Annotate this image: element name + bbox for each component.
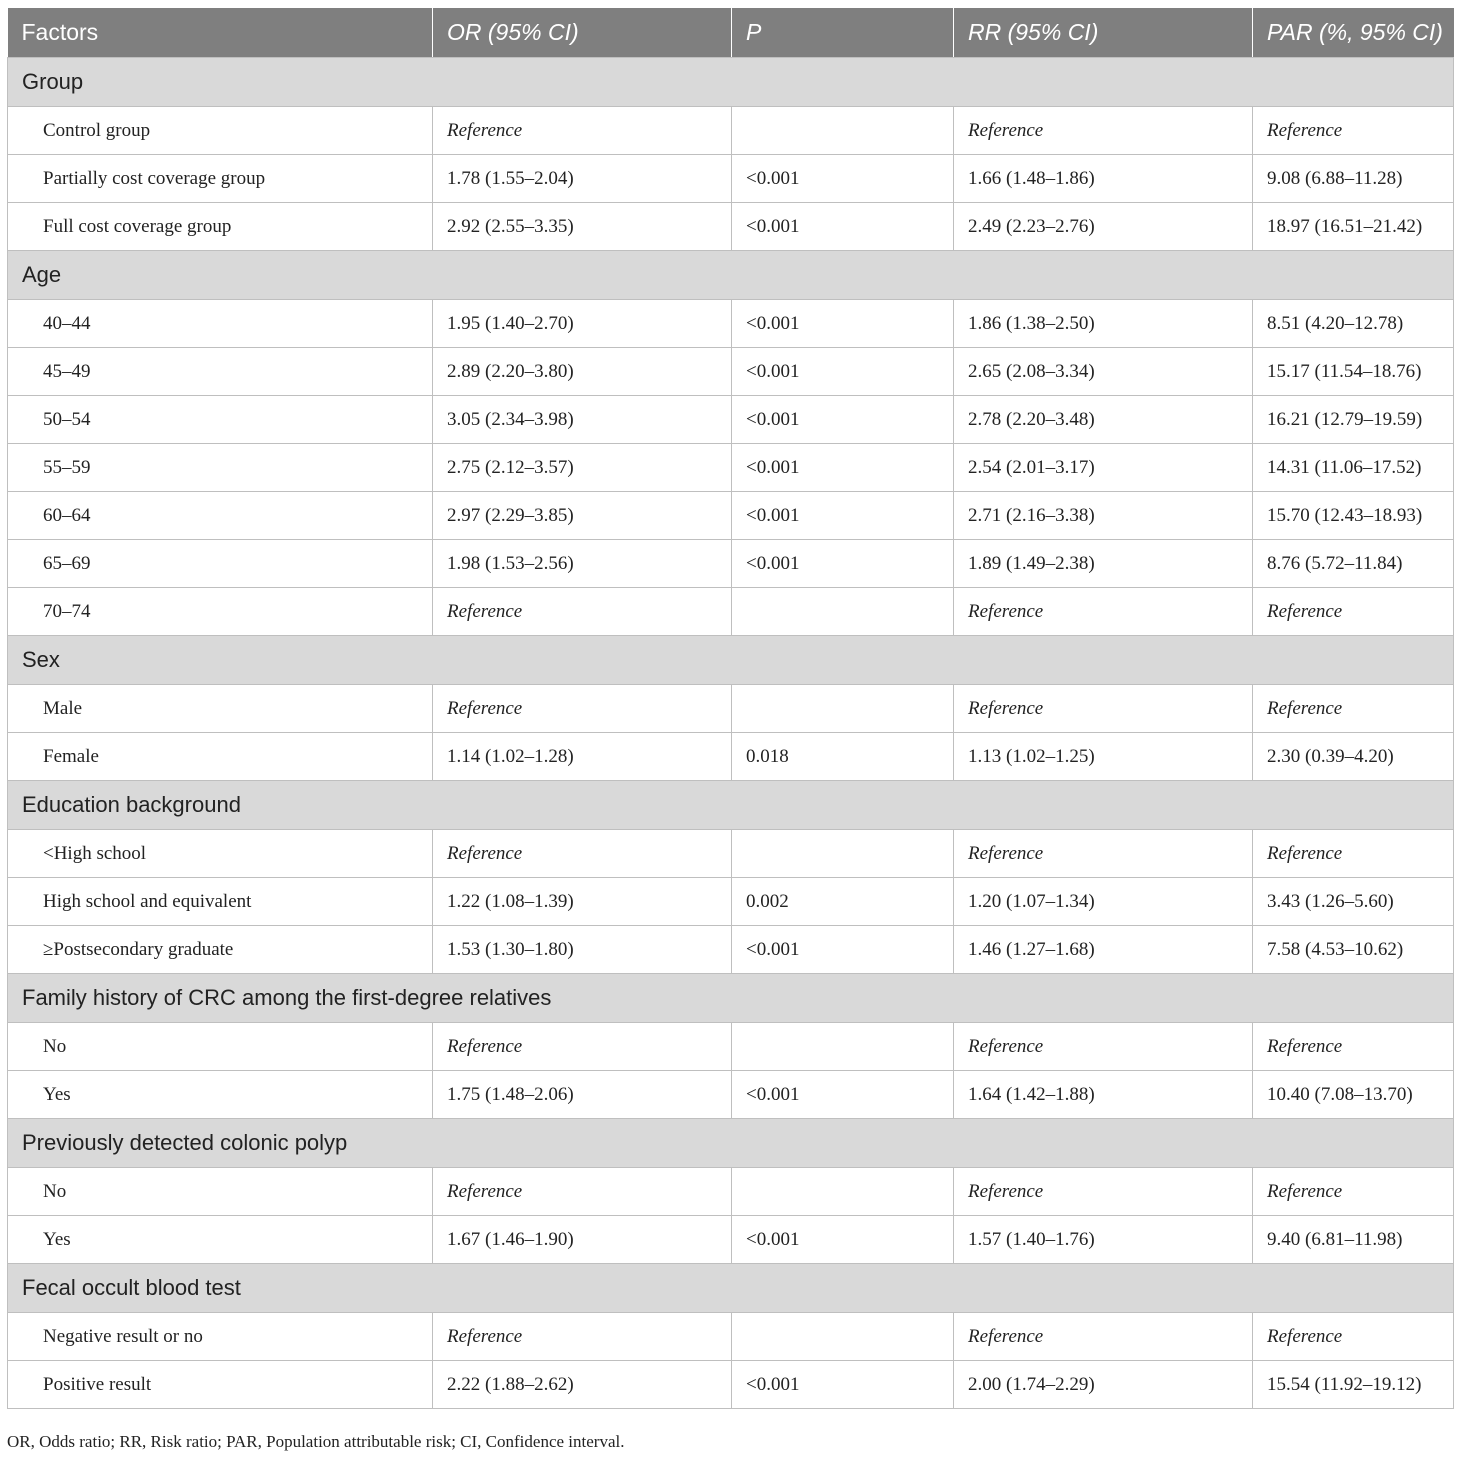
row-p [732, 1168, 954, 1216]
table-row [8, 348, 1454, 396]
row-or: Reference [433, 107, 732, 155]
row-p [732, 107, 954, 155]
row-par: 9.08 (6.88–11.28) [1253, 155, 1454, 203]
row-or: 1.14 (1.02–1.28) [433, 733, 732, 781]
row-factor: 45–49 [8, 348, 433, 396]
row-rr: 1.13 (1.02–1.25) [954, 733, 1253, 781]
section-header-row [8, 1119, 1454, 1168]
row-factor: Yes [8, 1216, 433, 1264]
section-title: Previously detected colonic polyp [8, 1119, 1454, 1168]
row-or: Reference [433, 588, 732, 636]
row-par: 2.30 (0.39–4.20) [1253, 733, 1454, 781]
row-p: <0.001 [732, 1216, 954, 1264]
row-or: 1.78 (1.55–2.04) [433, 155, 732, 203]
row-p: <0.001 [732, 1071, 954, 1119]
row-factor: No [8, 1023, 433, 1071]
header-par: PAR (%, 95% CI) [1253, 8, 1454, 58]
row-p: <0.001 [732, 926, 954, 974]
row-par: 8.76 (5.72–11.84) [1253, 540, 1454, 588]
row-factor: 40–44 [8, 300, 433, 348]
row-rr: 1.46 (1.27–1.68) [954, 926, 1253, 974]
row-p: <0.001 [732, 444, 954, 492]
row-or: 1.67 (1.46–1.90) [433, 1216, 732, 1264]
table-row [8, 396, 1454, 444]
row-p [732, 685, 954, 733]
results-table [7, 8, 1454, 1409]
row-p: <0.001 [732, 300, 954, 348]
row-rr: Reference [954, 1023, 1253, 1071]
row-par: 15.17 (11.54–18.76) [1253, 348, 1454, 396]
row-p: <0.001 [732, 1361, 954, 1409]
row-or: 1.98 (1.53–2.56) [433, 540, 732, 588]
row-rr: 1.64 (1.42–1.88) [954, 1071, 1253, 1119]
row-par: 15.70 (12.43–18.93) [1253, 492, 1454, 540]
table-body [8, 58, 1454, 1409]
table-row [8, 733, 1454, 781]
row-factor: Male [8, 685, 433, 733]
row-p: <0.001 [732, 203, 954, 251]
table-row [8, 830, 1454, 878]
row-or: Reference [433, 830, 732, 878]
table-row [8, 1361, 1454, 1409]
row-or: Reference [433, 1168, 732, 1216]
row-par: Reference [1253, 107, 1454, 155]
section-header-row [8, 974, 1454, 1023]
table-row [8, 1071, 1454, 1119]
row-par: Reference [1253, 588, 1454, 636]
header-factors: Factors [8, 8, 433, 58]
row-p: <0.001 [732, 396, 954, 444]
row-rr: Reference [954, 1168, 1253, 1216]
row-par: 9.40 (6.81–11.98) [1253, 1216, 1454, 1264]
section-title: Age [8, 251, 1454, 300]
row-p: <0.001 [732, 348, 954, 396]
row-factor: ≥Postsecondary graduate [8, 926, 433, 974]
table-row [8, 300, 1454, 348]
row-or: 1.22 (1.08–1.39) [433, 878, 732, 926]
footnote: OR, Odds ratio; RR, Risk ratio; PAR, Population attributable risk; CI, Confidence interval. [7, 1432, 625, 1451]
table-row [8, 1168, 1454, 1216]
row-factor: Female [8, 733, 433, 781]
row-rr: 2.71 (2.16–3.38) [954, 492, 1253, 540]
row-par: 14.31 (11.06–17.52) [1253, 444, 1454, 492]
table-row [8, 878, 1454, 926]
row-or: 1.53 (1.30–1.80) [433, 926, 732, 974]
row-p: <0.001 [732, 492, 954, 540]
row-factor: High school and equivalent [8, 878, 433, 926]
table-row [8, 492, 1454, 540]
row-rr: Reference [954, 685, 1253, 733]
row-par: Reference [1253, 685, 1454, 733]
row-p: <0.001 [732, 155, 954, 203]
row-or: 1.95 (1.40–2.70) [433, 300, 732, 348]
table-row [8, 540, 1454, 588]
row-rr: Reference [954, 107, 1253, 155]
section-header-row [8, 636, 1454, 685]
row-or: Reference [433, 1023, 732, 1071]
header-rr: RR (95% CI) [954, 8, 1253, 58]
row-p: <0.001 [732, 540, 954, 588]
header-or: OR (95% CI) [433, 8, 732, 58]
row-par: Reference [1253, 830, 1454, 878]
row-or: 3.05 (2.34–3.98) [433, 396, 732, 444]
row-p [732, 588, 954, 636]
row-factor: 65–69 [8, 540, 433, 588]
row-factor: Yes [8, 1071, 433, 1119]
row-rr: Reference [954, 830, 1253, 878]
row-rr: 1.89 (1.49–2.38) [954, 540, 1253, 588]
row-or: Reference [433, 685, 732, 733]
row-factor: No [8, 1168, 433, 1216]
row-par: Reference [1253, 1168, 1454, 1216]
table-row [8, 444, 1454, 492]
section-header-row [8, 58, 1454, 107]
section-header-row [8, 251, 1454, 300]
row-rr: Reference [954, 1313, 1253, 1361]
row-rr: 2.78 (2.20–3.48) [954, 396, 1253, 444]
row-factor: Negative result or no [8, 1313, 433, 1361]
row-p: 0.002 [732, 878, 954, 926]
row-or: 2.92 (2.55–3.35) [433, 203, 732, 251]
row-factor: <High school [8, 830, 433, 878]
row-rr: 2.00 (1.74–2.29) [954, 1361, 1253, 1409]
row-or: 2.97 (2.29–3.85) [433, 492, 732, 540]
row-par: Reference [1253, 1023, 1454, 1071]
table-row [8, 588, 1454, 636]
table-row [8, 1313, 1454, 1361]
section-title: Sex [8, 636, 1454, 685]
table-row [8, 926, 1454, 974]
row-rr: 1.57 (1.40–1.76) [954, 1216, 1253, 1264]
row-rr: 2.65 (2.08–3.34) [954, 348, 1253, 396]
row-par: 7.58 (4.53–10.62) [1253, 926, 1454, 974]
row-rr: 1.86 (1.38–2.50) [954, 300, 1253, 348]
row-p [732, 1313, 954, 1361]
row-rr: Reference [954, 588, 1253, 636]
row-or: 2.75 (2.12–3.57) [433, 444, 732, 492]
section-title: Education background [8, 781, 1454, 830]
row-rr: 2.54 (2.01–3.17) [954, 444, 1253, 492]
row-or: 2.89 (2.20–3.80) [433, 348, 732, 396]
section-header-row [8, 781, 1454, 830]
table-row [8, 685, 1454, 733]
row-or: 2.22 (1.88–2.62) [433, 1361, 732, 1409]
section-title: Family history of CRC among the first-degree relatives [8, 974, 1454, 1023]
row-par: 3.43 (1.26–5.60) [1253, 878, 1454, 926]
header-row [8, 8, 1454, 58]
row-par: 16.21 (12.79–19.59) [1253, 396, 1454, 444]
table-row [8, 107, 1454, 155]
row-factor: 50–54 [8, 396, 433, 444]
row-or: Reference [433, 1313, 732, 1361]
table-row [8, 155, 1454, 203]
row-p [732, 830, 954, 878]
row-factor: Positive result [8, 1361, 433, 1409]
row-par: 8.51 (4.20–12.78) [1253, 300, 1454, 348]
header-p: P [732, 8, 954, 58]
row-par: 15.54 (11.92–19.12) [1253, 1361, 1454, 1409]
table-row [8, 1216, 1454, 1264]
row-factor: Partially cost coverage group [8, 155, 433, 203]
row-p: 0.018 [732, 733, 954, 781]
row-factor: 55–59 [8, 444, 433, 492]
section-title: Group [8, 58, 1454, 107]
row-par: 18.97 (16.51–21.42) [1253, 203, 1454, 251]
row-par: 10.40 (7.08–13.70) [1253, 1071, 1454, 1119]
row-or: 1.75 (1.48–2.06) [433, 1071, 732, 1119]
row-rr: 2.49 (2.23–2.76) [954, 203, 1253, 251]
row-rr: 1.20 (1.07–1.34) [954, 878, 1253, 926]
section-title: Fecal occult blood test [8, 1264, 1454, 1313]
row-p [732, 1023, 954, 1071]
row-par: Reference [1253, 1313, 1454, 1361]
row-factor: 70–74 [8, 588, 433, 636]
row-factor: Full cost coverage group [8, 203, 433, 251]
section-header-row [8, 1264, 1454, 1313]
table-row [8, 203, 1454, 251]
row-factor: Control group [8, 107, 433, 155]
table-row [8, 1023, 1454, 1071]
row-rr: 1.66 (1.48–1.86) [954, 155, 1253, 203]
row-factor: 60–64 [8, 492, 433, 540]
